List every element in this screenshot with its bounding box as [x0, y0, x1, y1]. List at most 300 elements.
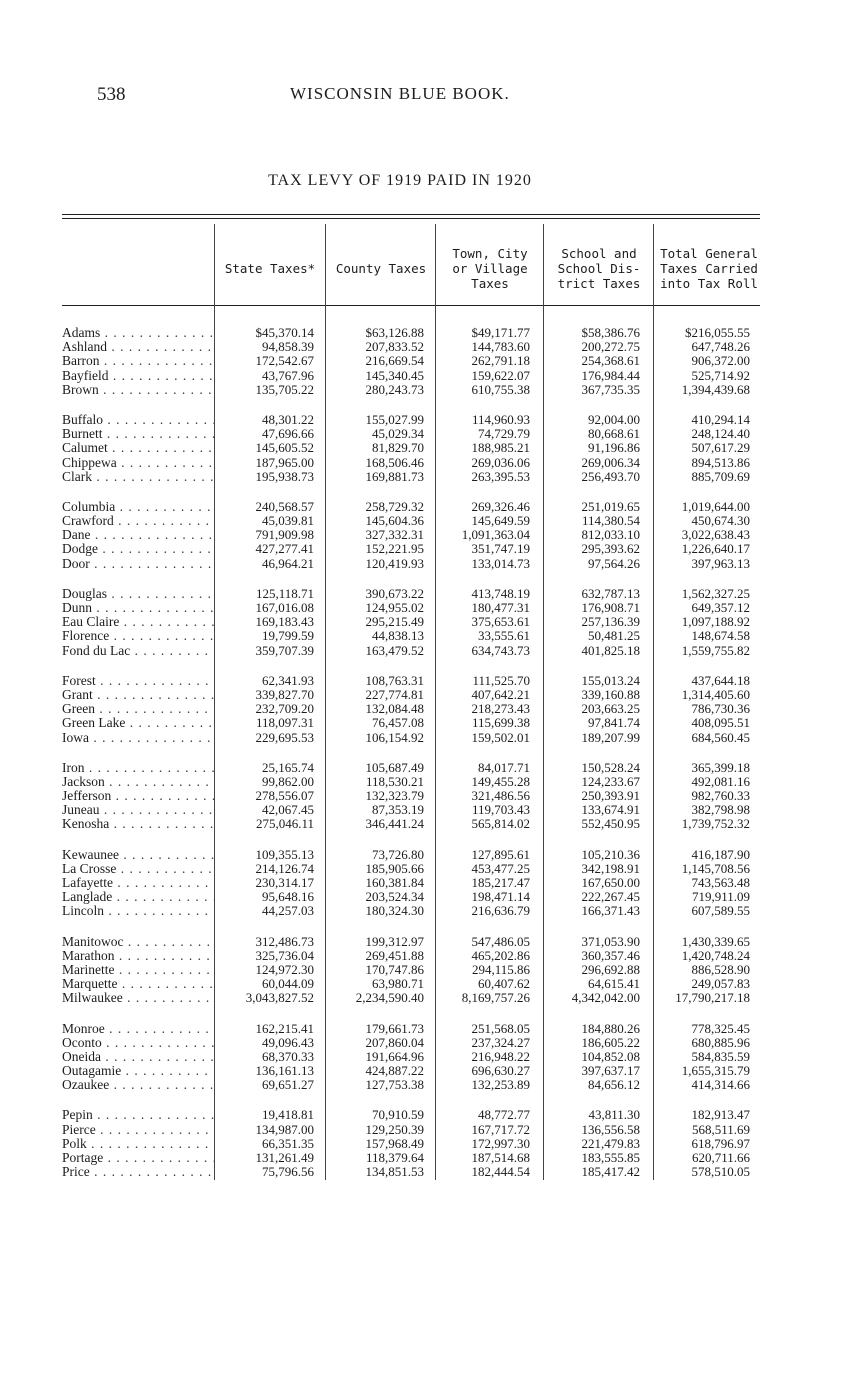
total-taxes: 525,714.92	[691, 367, 750, 383]
table-row	[62, 716, 762, 730]
total-taxes: 786,730.36	[691, 701, 750, 717]
town-taxes: 188,985.21	[471, 440, 530, 456]
county-name: Eau Claire . . .	[62, 615, 214, 629]
county-taxes: 76,457.08	[372, 715, 424, 731]
county-taxes: 129,250.39	[365, 1121, 424, 1137]
total-taxes: 620,711.66	[691, 1150, 750, 1165]
total-taxes: 1,562,327.25	[681, 585, 750, 601]
county-name: Oconto . . .	[62, 1036, 214, 1050]
school-taxes: 184,880.26	[581, 1020, 640, 1036]
total-taxes: 248,124.40	[691, 426, 750, 442]
county-name: Adams . . .	[62, 326, 214, 340]
state-taxes: 45,039.81	[262, 513, 314, 529]
table-row	[62, 991, 762, 1005]
state-taxes: 47,696.66	[262, 426, 314, 442]
state-taxes: 195,938.73	[255, 468, 314, 484]
town-taxes: 145,649.59	[471, 513, 530, 529]
county-taxes: $63,126.88	[365, 325, 424, 340]
state-taxes: 75,796.56	[262, 1164, 314, 1180]
state-taxes: 43,767.96	[262, 367, 314, 383]
county-name: Monroe . . .	[62, 1022, 214, 1036]
county-name: Marquette . . .	[62, 977, 214, 991]
state-taxes: 339,827.70	[255, 686, 314, 702]
table-row	[62, 514, 762, 528]
town-taxes: 696,630.27	[471, 1063, 530, 1079]
state-taxes: 66,351.35	[262, 1135, 314, 1151]
table-row	[62, 702, 762, 716]
county-name: Outagamie . . .	[62, 1064, 214, 1078]
table-row	[62, 789, 762, 803]
table-row	[62, 1078, 762, 1092]
table-row	[62, 775, 762, 789]
table-row	[62, 761, 762, 775]
county-taxes: 280,243.73	[365, 381, 424, 397]
town-taxes: 8,169,757.26	[461, 990, 530, 1006]
state-taxes: 136,161.13	[255, 1063, 314, 1079]
total-taxes: 1,430,339.65	[681, 933, 750, 949]
table-row	[62, 340, 762, 354]
row-group	[62, 500, 762, 571]
county-name: Oneida . . .	[62, 1050, 214, 1064]
table-row	[62, 427, 762, 441]
state-taxes: 240,568.57	[255, 498, 314, 514]
row-group	[62, 674, 762, 745]
school-taxes: 296,692.88	[581, 961, 640, 977]
town-taxes: 114,960.93	[471, 411, 530, 427]
county-taxes: 163,479.52	[365, 642, 424, 658]
total-taxes: 680,885.96	[691, 1034, 750, 1050]
county-taxes: 87,353.19	[372, 802, 424, 818]
school-taxes: 250,393.91	[581, 788, 640, 804]
table-row	[62, 935, 762, 949]
state-taxes: 230,314.17	[255, 875, 314, 890]
state-taxes: $45,370.14	[255, 325, 314, 340]
table-row	[62, 1108, 762, 1122]
state-taxes: 131,261.49	[255, 1150, 314, 1165]
state-taxes: 134,987.00	[255, 1121, 314, 1137]
county-name: Price . . .	[62, 1165, 214, 1179]
page-number: 538	[97, 84, 126, 105]
table-row	[62, 731, 762, 745]
school-taxes: 552,450.95	[581, 816, 640, 832]
county-name: Fond du Lac . . .	[62, 644, 214, 658]
state-taxes: 278,556.07	[255, 788, 314, 804]
county-name: Columbia . . .	[62, 500, 214, 514]
county-name: Forest . . .	[62, 674, 214, 688]
county-taxes: 127,753.38	[365, 1077, 424, 1093]
school-taxes: 342,198.91	[581, 860, 640, 876]
top-rule-inner	[62, 218, 760, 219]
school-taxes: 176,984.44	[581, 367, 640, 383]
table-row	[62, 876, 762, 890]
county-taxes: 157,968.49	[365, 1135, 424, 1151]
school-taxes: 183,555.85	[581, 1150, 640, 1165]
county-taxes: 73,726.80	[372, 846, 424, 862]
town-taxes: 115,699.38	[471, 715, 530, 731]
state-taxes: 62,341.93	[262, 672, 314, 688]
town-taxes: 187,514.68	[471, 1150, 530, 1165]
school-taxes: 251,019.65	[581, 498, 640, 514]
total-taxes: 584,835.59	[691, 1048, 750, 1064]
total-taxes: 365,399.18	[691, 759, 750, 775]
state-taxes: 49,096.43	[262, 1034, 314, 1050]
county-name: Pepin . . .	[62, 1108, 214, 1122]
total-taxes: 382,798.98	[691, 802, 750, 818]
school-taxes: 295,393.62	[581, 541, 640, 557]
state-taxes: 124,972.30	[255, 961, 314, 977]
state-taxes: 60,044.09	[262, 976, 314, 992]
county-taxes: 134,851.53	[365, 1164, 424, 1180]
school-taxes: 150,528.24	[581, 759, 640, 775]
town-taxes: 269,326.46	[471, 498, 530, 514]
county-taxes: 168,506.46	[365, 454, 424, 470]
county-name: Door . . .	[62, 557, 214, 571]
total-taxes: 182,913.47	[691, 1107, 750, 1123]
total-taxes: 17,790,217.18	[675, 990, 750, 1006]
county-taxes: 155,027.99	[365, 411, 424, 427]
top-rule	[62, 214, 760, 215]
town-taxes: 262,791.18	[471, 353, 530, 369]
table-row	[62, 542, 762, 556]
column-header-school-taxes	[545, 238, 653, 298]
table-row	[62, 413, 762, 427]
town-taxes: 565,814.02	[471, 816, 530, 832]
county-taxes: 2,234,590.40	[355, 990, 424, 1006]
town-taxes: 159,622.07	[471, 367, 530, 383]
county-name: Milwaukee . . .	[62, 991, 214, 1005]
row-group	[62, 413, 762, 484]
school-taxes: 221,479.83	[581, 1135, 640, 1151]
school-taxes: 97,841.74	[588, 715, 640, 731]
table-row	[62, 1022, 762, 1036]
total-taxes: 1,097,188.92	[681, 614, 750, 630]
column-header-county-taxes	[327, 238, 435, 298]
town-taxes: 84,017.71	[478, 759, 530, 775]
county-name: Polk . . .	[62, 1137, 214, 1151]
state-taxes: 48,301.22	[262, 411, 314, 427]
county-taxes: 106,154.92	[365, 729, 424, 745]
county-taxes: 108,763.31	[365, 672, 424, 688]
state-taxes: 68,370.33	[262, 1048, 314, 1064]
county-taxes: 118,530.21	[365, 773, 424, 789]
total-taxes: 1,420,748.24	[681, 947, 750, 963]
town-taxes: 159,502.01	[471, 729, 530, 745]
county-name: Pierce . . .	[62, 1123, 214, 1137]
town-taxes: 465,202.86	[471, 947, 530, 963]
town-taxes: 237,324.27	[471, 1034, 530, 1050]
school-taxes: 105,210.36	[581, 846, 640, 862]
column-header-state-taxes	[216, 238, 324, 298]
county-name: Marinette . . .	[62, 963, 214, 977]
school-taxes: 254,368.61	[581, 353, 640, 369]
county-taxes: 118,379.64	[365, 1150, 424, 1165]
total-taxes: 450,674.30	[691, 513, 750, 529]
county-name: Langlade . . .	[62, 890, 214, 904]
county-name: Barron . . .	[62, 354, 214, 368]
state-taxes: 19,799.59	[262, 628, 314, 644]
county-name: La Crosse . . .	[62, 862, 214, 876]
school-taxes: 91,196.86	[588, 440, 640, 456]
school-taxes: 203,663.25	[581, 701, 640, 717]
row-group	[62, 935, 762, 1006]
county-name: Brown . . .	[62, 383, 214, 397]
column-header-label: Total General Taxes Carried into Tax Roll	[660, 245, 758, 291]
school-taxes: 189,207.99	[581, 729, 640, 745]
county-taxes: 424,887.22	[365, 1063, 424, 1079]
county-taxes: 63,980.71	[372, 976, 424, 992]
town-taxes: $49,171.77	[471, 325, 530, 340]
table-row	[62, 326, 762, 340]
table-row	[62, 470, 762, 484]
town-taxes: 547,486.05	[471, 933, 530, 949]
total-taxes: 894,513.86	[691, 454, 750, 470]
school-taxes: 133,674.91	[581, 802, 640, 818]
school-taxes: 155,013.24	[581, 672, 640, 688]
total-taxes: 408,095.51	[691, 715, 750, 731]
table-row	[62, 848, 762, 862]
total-taxes: 578,510.05	[691, 1164, 750, 1180]
school-taxes: 4,342,042.00	[571, 990, 640, 1006]
county-name: Lafayette . . .	[62, 876, 214, 890]
column-header-total-taxes	[655, 238, 763, 298]
town-taxes: 453,477.25	[471, 860, 530, 876]
table-row	[62, 456, 762, 470]
school-taxes: 84,656.12	[588, 1077, 640, 1093]
table-row	[62, 369, 762, 383]
column-header-label: School and School Dis- trict Taxes	[557, 245, 641, 291]
table-row	[62, 688, 762, 702]
state-taxes: 135,705.22	[255, 381, 314, 397]
state-taxes: 359,707.39	[255, 642, 314, 658]
county-taxes: 132,084.48	[365, 701, 424, 717]
school-taxes: 167,650.00	[581, 875, 640, 890]
total-taxes: 684,560.45	[691, 729, 750, 745]
school-taxes: 397,637.17	[581, 1063, 640, 1079]
row-group	[62, 1108, 762, 1179]
state-taxes: 162,215.41	[255, 1020, 314, 1036]
town-taxes: 48,772.77	[478, 1107, 530, 1123]
table-row	[62, 1165, 762, 1179]
total-taxes: 416,187.90	[691, 846, 750, 862]
town-taxes: 60,407.62	[478, 976, 530, 992]
total-taxes: 982,760.33	[691, 788, 750, 804]
state-taxes: 118,097.31	[255, 715, 314, 731]
table-row	[62, 1123, 762, 1137]
county-name: Grant . . .	[62, 688, 214, 702]
school-taxes: 64,615.41	[588, 976, 640, 992]
town-taxes: 167,717.72	[471, 1121, 530, 1137]
county-taxes: 269,451.88	[365, 947, 424, 963]
state-taxes: 42,067.45	[262, 802, 314, 818]
town-taxes: 149,455.28	[471, 773, 530, 789]
total-taxes: 1,655,315.79	[681, 1063, 750, 1079]
table-row	[62, 528, 762, 542]
school-taxes: 136,556.58	[581, 1121, 640, 1137]
school-taxes: 401,825.18	[581, 642, 640, 658]
county-taxes: 169,881.73	[365, 468, 424, 484]
total-taxes: 148,674.58	[691, 628, 750, 644]
total-taxes: 507,617.29	[691, 440, 750, 456]
county-name: Kewaunee . . .	[62, 848, 214, 862]
school-taxes: 269,006.34	[581, 454, 640, 470]
school-taxes: $58,386.76	[581, 325, 640, 340]
state-taxes: 169,183.43	[255, 614, 314, 630]
total-taxes: 647,748.26	[691, 339, 750, 355]
total-taxes: 649,357.12	[691, 600, 750, 615]
county-taxes: 179,661.73	[365, 1020, 424, 1036]
table-row	[62, 615, 762, 629]
state-taxes: 427,277.41	[255, 541, 314, 557]
state-taxes: 229,695.53	[255, 729, 314, 745]
total-taxes: $216,055.55	[685, 325, 750, 340]
school-taxes: 200,272.75	[581, 339, 640, 355]
town-taxes: 119,703.43	[471, 802, 530, 818]
state-taxes: 94,858.39	[262, 339, 314, 355]
county-name: Crawford . . .	[62, 514, 214, 528]
town-taxes: 610,755.38	[471, 381, 530, 397]
column-header-label: State Taxes*	[224, 260, 316, 276]
town-taxes: 321,486.56	[471, 788, 530, 804]
school-taxes: 104,852.08	[581, 1048, 640, 1064]
town-taxes: 216,948.22	[471, 1048, 530, 1064]
county-name: Buffalo . . .	[62, 413, 214, 427]
county-taxes: 390,673.22	[365, 585, 424, 601]
state-taxes: 325,736.04	[255, 947, 314, 963]
county-taxes: 216,669.54	[365, 353, 424, 369]
total-taxes: 906,372.00	[691, 353, 750, 369]
county-taxes: 105,687.49	[365, 759, 424, 775]
table-row	[62, 557, 762, 571]
total-taxes: 1,019,644.00	[681, 498, 750, 514]
school-taxes: 185,417.42	[581, 1164, 640, 1180]
row-group	[62, 1022, 762, 1093]
state-taxes: 167,016.08	[255, 600, 314, 615]
total-taxes: 3,022,638.43	[681, 527, 750, 543]
total-taxes: 1,739,752.32	[681, 816, 750, 832]
state-taxes: 109,355.13	[255, 846, 314, 862]
school-taxes: 43,811.30	[588, 1107, 640, 1123]
state-taxes: 791,909.98	[255, 527, 314, 543]
county-name: Clark . . .	[62, 470, 214, 484]
book-title: WISCONSIN BLUE BOOK.	[290, 84, 510, 103]
town-taxes: 294,115.86	[471, 961, 530, 977]
town-taxes: 33,555.61	[478, 628, 530, 644]
total-taxes: 719,911.09	[691, 889, 750, 905]
county-taxes: 295,215.49	[365, 614, 424, 630]
total-taxes: 618,796.97	[691, 1135, 750, 1151]
state-taxes: 232,709.20	[255, 701, 314, 717]
table-row	[62, 1064, 762, 1078]
state-taxes: 3,043,827.52	[245, 990, 314, 1006]
total-taxes: 492,081.16	[691, 773, 750, 789]
total-taxes: 1,226,640.17	[681, 541, 750, 557]
total-taxes: 397,963.13	[691, 555, 750, 571]
row-group	[62, 848, 762, 919]
town-taxes: 269,036.06	[471, 454, 530, 470]
county-name: Dane . . .	[62, 528, 214, 542]
county-name: Chippewa . . .	[62, 456, 214, 470]
row-group	[62, 761, 762, 832]
county-name: Dodge . . .	[62, 542, 214, 556]
state-taxes: 95,648.16	[262, 889, 314, 905]
county-taxes: 170,747.86	[365, 961, 424, 977]
county-taxes: 227,774.81	[365, 686, 424, 702]
county-name: Florence . . .	[62, 629, 214, 643]
row-group	[62, 326, 762, 397]
county-name: Lincoln . . .	[62, 904, 214, 918]
county-taxes: 145,604.36	[365, 513, 424, 529]
school-taxes: 92,004.00	[588, 411, 640, 427]
town-taxes: 1,091,363.04	[461, 527, 530, 543]
town-taxes: 180,477.31	[471, 600, 530, 615]
table-row	[62, 963, 762, 977]
county-taxes: 346,441.24	[365, 816, 424, 832]
county-name: Portage . . .	[62, 1151, 214, 1165]
total-taxes: 1,314,405.60	[681, 686, 750, 702]
state-taxes: 125,118.71	[255, 585, 314, 601]
county-name: Ashland . . .	[62, 340, 214, 354]
town-taxes: 144,783.60	[471, 339, 530, 355]
county-taxes: 207,860.04	[365, 1034, 424, 1050]
total-taxes: 607,589.55	[691, 903, 750, 919]
county-taxes: 81,829.70	[372, 440, 424, 456]
school-taxes: 371,053.90	[581, 933, 640, 949]
column-header-town-taxes	[437, 238, 543, 298]
total-taxes: 885,709.69	[691, 468, 750, 484]
county-taxes: 207,833.52	[365, 339, 424, 355]
school-taxes: 176,908.71	[581, 600, 640, 615]
school-taxes: 166,371.43	[581, 903, 640, 919]
school-taxes: 97,564.26	[588, 555, 640, 571]
total-taxes: 1,559,755.82	[681, 642, 750, 658]
table-row	[62, 817, 762, 831]
school-taxes: 367,735.35	[581, 381, 640, 397]
county-taxes: 191,664.96	[365, 1048, 424, 1064]
state-taxes: 25,165.74	[262, 759, 314, 775]
school-taxes: 632,787.13	[581, 585, 640, 601]
state-taxes: 19,418.81	[262, 1107, 314, 1123]
town-taxes: 375,653.61	[471, 614, 530, 630]
town-taxes: 218,273.43	[471, 701, 530, 717]
county-taxes: 44,838.13	[372, 628, 424, 644]
total-taxes: 1,394,439.68	[681, 381, 750, 397]
table-row	[62, 674, 762, 688]
county-taxes: 327,332.31	[365, 527, 424, 543]
county-name: Iron . . .	[62, 761, 214, 775]
table-row	[62, 629, 762, 643]
town-taxes: 185,217.47	[471, 875, 530, 890]
table-row	[62, 803, 762, 817]
table-row	[62, 354, 762, 368]
school-taxes: 80,668.61	[588, 426, 640, 442]
school-taxes: 256,493.70	[581, 468, 640, 484]
county-taxes: 160,381.84	[365, 875, 424, 890]
total-taxes: 437,644.18	[691, 672, 750, 688]
total-taxes: 568,511.69	[691, 1121, 750, 1137]
county-taxes: 180,324.30	[365, 903, 424, 919]
total-taxes: 410,294.14	[691, 411, 750, 427]
county-taxes: 70,910.59	[372, 1107, 424, 1123]
state-taxes: 44,257.03	[262, 903, 314, 919]
county-taxes: 120,419.93	[365, 555, 424, 571]
town-taxes: 263,395.53	[471, 468, 530, 484]
county-name: Marathon . . .	[62, 949, 214, 963]
table-row	[62, 1137, 762, 1151]
table-row	[62, 601, 762, 615]
town-taxes: 74,729.79	[478, 426, 530, 442]
county-taxes: 152,221.95	[365, 541, 424, 557]
county-name: Green . . .	[62, 702, 214, 716]
